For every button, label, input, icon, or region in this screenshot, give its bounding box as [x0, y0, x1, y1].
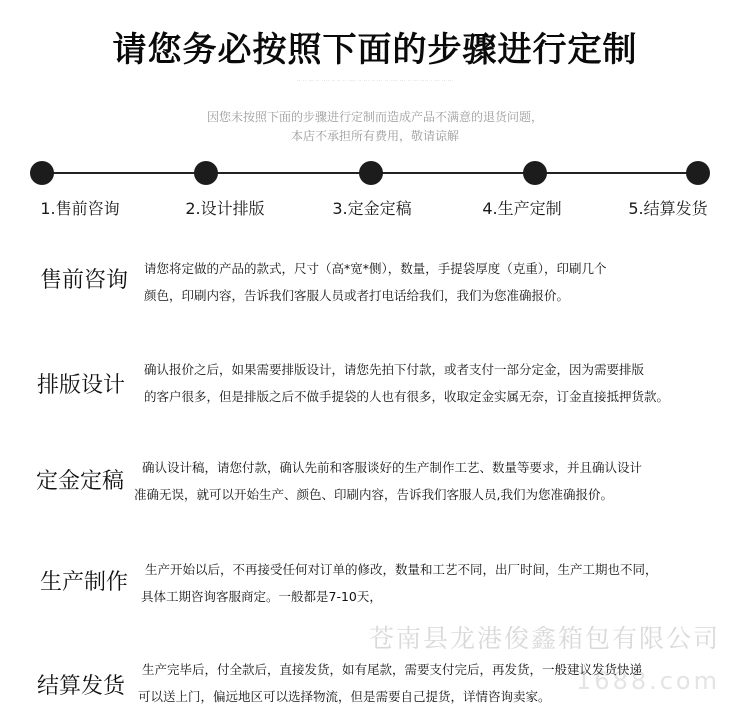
section-line: 可以送上门，偏远地区可以选择物流，但是需要自己提货，详情咨询卖家。 [138, 689, 551, 704]
section-line: 确认设计稿，请您付款，确认先前和客服谈好的生产制作工艺、数量等要求，并且确认设计 [142, 460, 643, 475]
company-watermark: 苍南县龙港俊鑫箱包有限公司 [368, 624, 720, 653]
section-line: 颜色，印刷内容，告诉我们客服人员或者打电话给我们，我们为您准确报价。 [144, 288, 570, 303]
notice-line-1: 因您未按照下面的步骤进行定制而造成产品不满意的退货问题， [206, 110, 543, 124]
section-line: 的客户很多，但是排版之后不做手提袋的人也有很多，收取定金实属无奈，订金直接抵押货款。 [144, 389, 670, 404]
page-title: 请您务必按照下面的步骤进行定制 [112, 30, 638, 70]
section-line: 请您将定做的产品的款式，尺寸（高*宽*侧），数量，手提袋厚度（克重），印刷几个 [144, 261, 607, 276]
section-heading-deposit: 定金定稿 [36, 469, 125, 494]
step-dot-3 [359, 161, 383, 185]
section-body-deposit [134, 454, 642, 508]
section-line: 准确无误，就可以开始生产、颜色、印刷内容，告诉我们客服人员,我们为您准确报价。 [134, 487, 613, 502]
step-label-3: 3.定金定稿 [332, 199, 412, 218]
site-watermark: 1688.com [576, 667, 720, 695]
step-dot-2 [194, 161, 218, 185]
notice-line-2: 本店不承担所有费用，敬请谅解 [290, 129, 459, 143]
section-line: 确认报价之后，如果需要排版设计，请您先拍下付款，或者支付一部分定金，因为需要排版 [144, 362, 645, 377]
section-heading-delivery: 结算发货 [37, 674, 126, 699]
section-body-presale [144, 255, 607, 309]
faint-subtitle: ·· ·· ··· ·· ···· ·· ·· ·· ···· ·· ··· ·· ··· ·· ···· ··· ·· ··· ···· · ··· ·· ··· [296, 78, 454, 85]
notice [0, 108, 750, 146]
step-label-2: 2.设计排版 [185, 199, 265, 218]
section-line: 生产开始以后，不再接受任何对订单的修改，数量和工艺不同，出厂时间，生产工期也不同， [145, 562, 658, 577]
step-dot-4 [523, 161, 547, 185]
section-heading-presale: 售前咨询 [40, 268, 129, 293]
section-line: 生产完毕后，付全款后，直接发货，如有尾款，需要支付完后，再发货，一般建议发货快递 [142, 662, 643, 677]
step-dot-5 [686, 161, 710, 185]
step-label-1: 1.售前咨询 [40, 199, 120, 218]
step-label-5: 5.结算发货 [628, 199, 708, 218]
section-line: 具体工期咨询客服商定。一般都是7-10天， [141, 589, 382, 604]
step-timeline [38, 161, 702, 185]
step-dot-1 [30, 161, 54, 185]
section-body-design [144, 356, 669, 410]
section-heading-production: 生产制作 [40, 570, 129, 595]
section-body-production [141, 556, 658, 610]
section-heading-design: 排版设计 [37, 373, 126, 398]
step-label-4: 4.生产定制 [482, 199, 562, 218]
section-body-delivery [138, 656, 642, 710]
